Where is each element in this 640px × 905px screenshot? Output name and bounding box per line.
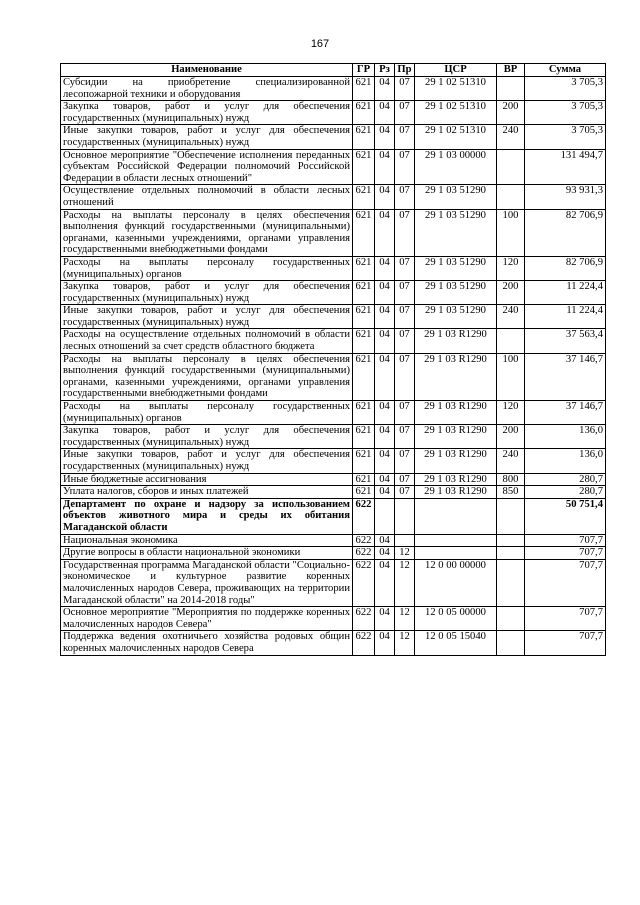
cell-sum: 37 563,4	[525, 329, 606, 353]
cell-pr: 07	[395, 401, 415, 425]
cell-sum: 82 706,9	[525, 209, 606, 256]
cell-name: Закупка товаров, работ и услуг для обеспечения государственных (муниципальных) нужд	[61, 425, 353, 449]
table-body	[61, 77, 606, 656]
cell-gr: 621	[353, 425, 375, 449]
cell-sum: 707,7	[525, 631, 606, 655]
cell-rz: 04	[375, 559, 395, 606]
cell-rz: 04	[375, 101, 395, 125]
cell-sum: 280,7	[525, 473, 606, 486]
table-row	[61, 425, 606, 449]
cell-rz: 04	[375, 329, 395, 353]
cell-csr: 29 1 03 R1290	[415, 449, 497, 473]
cell-csr: 29 1 03 R1290	[415, 473, 497, 486]
cell-pr: 07	[395, 256, 415, 280]
table-row	[61, 185, 606, 209]
cell-rz: 04	[375, 185, 395, 209]
table-row	[61, 281, 606, 305]
cell-name: Поддержка ведения охотничьего хозяйства родовых общин коренных малочисленных народов Севера	[61, 631, 353, 655]
cell-vr	[497, 631, 525, 655]
cell-csr	[415, 534, 497, 547]
cell-vr: 200	[497, 425, 525, 449]
cell-gr: 621	[353, 353, 375, 400]
table-row	[61, 256, 606, 280]
cell-sum: 3 705,3	[525, 125, 606, 149]
cell-gr: 621	[353, 329, 375, 353]
table-row	[61, 77, 606, 101]
cell-pr: 07	[395, 77, 415, 101]
cell-name: Иные бюджетные ассигнования	[61, 473, 353, 486]
cell-rz: 04	[375, 281, 395, 305]
cell-rz: 04	[375, 353, 395, 400]
cell-sum: 131 494,7	[525, 149, 606, 185]
table-row	[61, 305, 606, 329]
cell-gr: 622	[353, 534, 375, 547]
cell-csr: 29 1 03 R1290	[415, 486, 497, 499]
cell-csr: 29 1 02 51310	[415, 101, 497, 125]
cell-vr: 850	[497, 486, 525, 499]
cell-gr: 621	[353, 125, 375, 149]
cell-sum: 50 751,4	[525, 498, 606, 534]
cell-vr	[497, 329, 525, 353]
cell-name: Расходы на осуществление отдельных полномочий в области лесных отношений за счет средств областного бюджета	[61, 329, 353, 353]
cell-csr: 12 0 00 00000	[415, 559, 497, 606]
header-name: Наименование	[61, 64, 353, 77]
table-row	[61, 547, 606, 560]
cell-vr: 240	[497, 305, 525, 329]
cell-vr: 100	[497, 353, 525, 400]
cell-rz: 04	[375, 256, 395, 280]
cell-pr: 12	[395, 607, 415, 631]
cell-gr: 621	[353, 449, 375, 473]
cell-sum: 136,0	[525, 449, 606, 473]
header-csr: ЦСР	[415, 64, 497, 77]
cell-vr	[497, 77, 525, 101]
cell-pr: 07	[395, 125, 415, 149]
cell-pr: 07	[395, 473, 415, 486]
cell-gr: 622	[353, 607, 375, 631]
cell-rz: 04	[375, 125, 395, 149]
cell-csr: 29 1 03 51290	[415, 256, 497, 280]
cell-vr: 200	[497, 101, 525, 125]
cell-csr	[415, 547, 497, 560]
cell-name: Иные закупки товаров, работ и услуг для обеспечения государственных (муниципальных) нужд	[61, 305, 353, 329]
header-gr: ГР	[353, 64, 375, 77]
cell-pr: 07	[395, 281, 415, 305]
cell-vr	[497, 185, 525, 209]
cell-vr	[497, 607, 525, 631]
table-row	[61, 329, 606, 353]
table-row	[61, 607, 606, 631]
cell-vr	[497, 149, 525, 185]
table-row	[61, 209, 606, 256]
cell-name: Основное мероприятие "Мероприятия по поддержке коренных малочисленных народов Севера"	[61, 607, 353, 631]
cell-csr	[415, 498, 497, 534]
cell-rz: 04	[375, 305, 395, 329]
cell-sum: 707,7	[525, 559, 606, 606]
cell-csr: 12 0 05 15040	[415, 631, 497, 655]
cell-csr: 29 1 03 R1290	[415, 329, 497, 353]
cell-csr: 29 1 03 00000	[415, 149, 497, 185]
cell-sum: 707,7	[525, 607, 606, 631]
cell-vr: 240	[497, 449, 525, 473]
table-row	[61, 353, 606, 400]
cell-rz: 04	[375, 77, 395, 101]
cell-sum: 707,7	[525, 547, 606, 560]
header-pr: Пр	[395, 64, 415, 77]
cell-name: Закупка товаров, работ и услуг для обеспечения государственных (муниципальных) нужд	[61, 101, 353, 125]
page-number: 167	[310, 38, 330, 50]
cell-csr: 29 1 03 R1290	[415, 353, 497, 400]
cell-sum: 11 224,4	[525, 305, 606, 329]
table-header-row	[61, 64, 606, 77]
cell-gr: 621	[353, 281, 375, 305]
cell-vr: 240	[497, 125, 525, 149]
table-row	[61, 473, 606, 486]
cell-vr: 120	[497, 256, 525, 280]
cell-pr: 12	[395, 547, 415, 560]
cell-rz	[375, 498, 395, 534]
cell-gr: 621	[353, 209, 375, 256]
table-row	[61, 449, 606, 473]
cell-rz: 04	[375, 534, 395, 547]
cell-vr	[497, 559, 525, 606]
budget-table	[60, 63, 606, 656]
cell-sum: 707,7	[525, 534, 606, 547]
cell-vr: 800	[497, 473, 525, 486]
table-row	[61, 559, 606, 606]
cell-gr: 621	[353, 101, 375, 125]
table-row	[61, 149, 606, 185]
cell-vr	[497, 498, 525, 534]
cell-sum: 136,0	[525, 425, 606, 449]
cell-gr: 621	[353, 185, 375, 209]
cell-pr: 12	[395, 559, 415, 606]
cell-pr: 07	[395, 209, 415, 256]
cell-gr: 622	[353, 547, 375, 560]
header-sum: Сумма	[525, 64, 606, 77]
cell-pr: 07	[395, 329, 415, 353]
cell-sum: 82 706,9	[525, 256, 606, 280]
cell-gr: 621	[353, 149, 375, 185]
cell-rz: 04	[375, 449, 395, 473]
cell-name: Национальная экономика	[61, 534, 353, 547]
cell-name: Основное мероприятие "Обеспечение исполнения переданных субъектам Российской Федерации полномочий Российской Федерации в области лесных отношений"	[61, 149, 353, 185]
cell-vr	[497, 547, 525, 560]
table-row	[61, 101, 606, 125]
cell-csr: 29 1 03 51290	[415, 209, 497, 256]
cell-pr: 12	[395, 631, 415, 655]
cell-sum: 37 146,7	[525, 353, 606, 400]
cell-sum: 11 224,4	[525, 281, 606, 305]
cell-rz: 04	[375, 486, 395, 499]
cell-sum: 3 705,3	[525, 77, 606, 101]
table-row	[61, 631, 606, 655]
cell-pr: 07	[395, 149, 415, 185]
cell-vr: 200	[497, 281, 525, 305]
cell-rz: 04	[375, 607, 395, 631]
cell-pr: 07	[395, 353, 415, 400]
cell-csr: 29 1 03 51290	[415, 305, 497, 329]
cell-rz: 04	[375, 401, 395, 425]
cell-rz: 04	[375, 631, 395, 655]
cell-vr	[497, 534, 525, 547]
table-row	[61, 125, 606, 149]
cell-csr: 29 1 03 R1290	[415, 401, 497, 425]
cell-sum: 280,7	[525, 486, 606, 499]
cell-gr: 621	[353, 77, 375, 101]
cell-name: Закупка товаров, работ и услуг для обеспечения государственных (муниципальных) нужд	[61, 281, 353, 305]
cell-gr: 621	[353, 305, 375, 329]
cell-csr: 29 1 03 51290	[415, 281, 497, 305]
cell-rz: 04	[375, 473, 395, 486]
cell-rz: 04	[375, 209, 395, 256]
cell-csr: 12 0 05 00000	[415, 607, 497, 631]
cell-name: Расходы на выплаты персоналу в целях обеспечения выполнения функций государственными (муниципальными) органами, казенными учреждениями, органами управления государственными внебюджетными фондами	[61, 209, 353, 256]
cell-pr: 07	[395, 486, 415, 499]
cell-name: Уплата налогов, сборов и иных платежей	[61, 486, 353, 499]
cell-sum: 3 705,3	[525, 101, 606, 125]
cell-name: Другие вопросы в области национальной экономики	[61, 547, 353, 560]
cell-gr: 622	[353, 631, 375, 655]
cell-gr: 621	[353, 486, 375, 499]
cell-gr: 621	[353, 256, 375, 280]
cell-gr: 621	[353, 473, 375, 486]
cell-gr: 621	[353, 401, 375, 425]
cell-name: Государственная программа Магаданской области "Социально-экономическое и культурное развитие коренных малочисленных народов Севера, проживающих на территории Магаданской области" на 2014-2018 годы"	[61, 559, 353, 606]
cell-name: Расходы на выплаты персоналу государственных (муниципальных) органов	[61, 256, 353, 280]
cell-pr	[395, 498, 415, 534]
cell-name: Иные закупки товаров, работ и услуг для обеспечения государственных (муниципальных) нужд	[61, 125, 353, 149]
cell-vr: 120	[497, 401, 525, 425]
cell-rz: 04	[375, 547, 395, 560]
cell-pr: 07	[395, 425, 415, 449]
cell-pr: 07	[395, 449, 415, 473]
header-rz: Рз	[375, 64, 395, 77]
cell-pr: 07	[395, 185, 415, 209]
cell-csr: 29 1 03 R1290	[415, 425, 497, 449]
table-row	[61, 401, 606, 425]
cell-name: Иные закупки товаров, работ и услуг для обеспечения государственных (муниципальных) нужд	[61, 449, 353, 473]
table-row	[61, 534, 606, 547]
cell-vr: 100	[497, 209, 525, 256]
cell-pr: 07	[395, 101, 415, 125]
header-vr: ВР	[497, 64, 525, 77]
table-row	[61, 498, 606, 534]
cell-name: Департамент по охране и надзору за использованием объектов животного мира и среды их обитания Магаданской области	[61, 498, 353, 534]
cell-rz: 04	[375, 149, 395, 185]
cell-name: Субсидии на приобретение специализированной лесопожарной техники и оборудования	[61, 77, 353, 101]
cell-rz: 04	[375, 425, 395, 449]
cell-name: Осуществление отдельных полномочий в области лесных отношений	[61, 185, 353, 209]
cell-gr: 622	[353, 559, 375, 606]
cell-sum: 37 146,7	[525, 401, 606, 425]
cell-csr: 29 1 02 51310	[415, 77, 497, 101]
cell-name: Расходы на выплаты персоналу государственных (муниципальных) органов	[61, 401, 353, 425]
cell-gr: 622	[353, 498, 375, 534]
cell-csr: 29 1 03 51290	[415, 185, 497, 209]
cell-sum: 93 931,3	[525, 185, 606, 209]
cell-name: Расходы на выплаты персоналу в целях обеспечения выполнения функций государственными (муниципальными) органами, казенными учреждениями, органами управления государственными внебюджетными фондами	[61, 353, 353, 400]
cell-csr: 29 1 02 51310	[415, 125, 497, 149]
cell-pr	[395, 534, 415, 547]
cell-pr: 07	[395, 305, 415, 329]
table-row	[61, 486, 606, 499]
